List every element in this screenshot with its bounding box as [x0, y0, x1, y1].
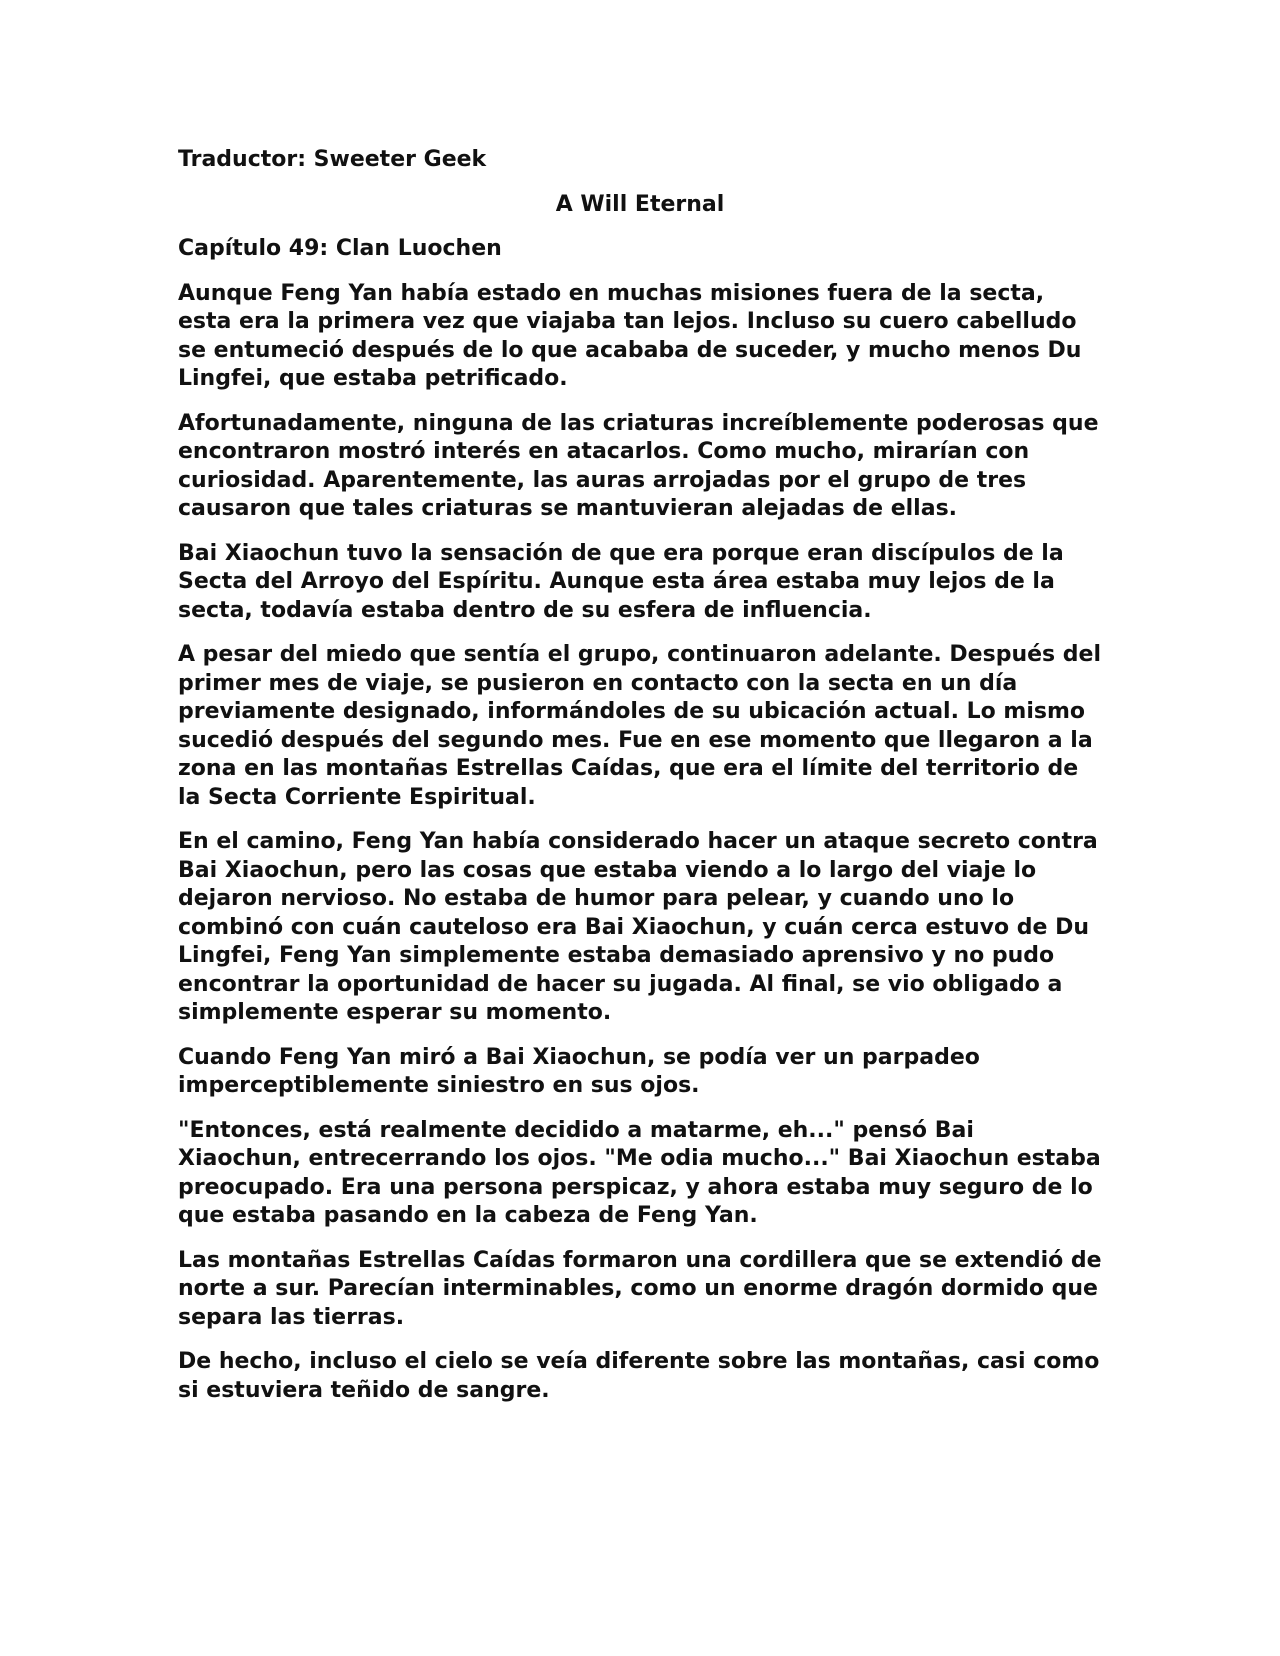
paragraph-1: Aunque Feng Yan había estado en muchas misiones fuera de la secta, esta era la primera vez que viajaba tan lejos. Incluso su cuero cabelludo se entumeció después de lo que acababa de suceder, y mucho menos Du Lingfei, que estaba petrificado. [178, 280, 1082, 391]
paragraph-5: En el camino, Feng Yan había considerado hacer un ataque secreto contra Bai Xiaochun, pero las cosas que estaba viendo a lo largo del viaje lo dejaron nervioso. No estaba de humor para pelear, y cuando uno lo combinó con cuán cauteloso era Bai Xiaochun, y cuán cerca estuvo de Du Lingfei, Feng Yan simplemente estaba demasiado aprensivo y no pudo encontrar la oportunidad de hacer su jugada. Al final, se vio obligado a simplemente esperar su momento. [178, 829, 1098, 1025]
paragraph-9: De hecho, incluso el cielo se veía diferente sobre las montañas, casi como si estuviera teñido de sangre. [178, 1349, 1100, 1403]
document-body [178, 146, 1102, 1421]
paragraph-4: A pesar del miedo que sentía el grupo, continuaron adelante. Después del primer mes de viaje, se pusieron en contacto con la secta en un día previamente designado, informándoles de su ubicación actual. Lo mismo sucedió después del segundo mes. Fue en ese momento que llegaron a la zona en las montañas Estrellas Caídas, que era el límite del territorio de la Secta Corriente Espiritual. [178, 642, 1101, 810]
paragraph-6: Cuando Feng Yan miró a Bai Xiaochun, se podía ver un parpadeo imperceptiblemente siniestro en sus ojos. [178, 1044, 980, 1098]
document-title: A Will Eternal [555, 191, 725, 217]
chapter-heading: Capítulo 49: Clan Luochen [178, 236, 502, 261]
translator-line: Traductor: Sweeter Geek [178, 147, 487, 172]
paragraph-2: Afortunadamente, ninguna de las criaturas increíblemente poderosas que encontraron mostró interés en atacarlos. Como mucho, mirarían con curiosidad. Aparentemente, las auras arrojadas por el grupo de tres causaron que tales criaturas se mantuvieran alejadas de ellas. [178, 410, 1099, 521]
paragraph-7: "Entonces, está realmente decidido a matarme, eh..." pensó Bai Xiaochun, entrecerrando los ojos. "Me odia mucho..." Bai Xiaochun estaba preocupado. Era una persona perspicaz, y ahora estaba muy seguro de lo que estaba pasando en la cabeza de Feng Yan. [178, 1117, 1101, 1228]
paragraph-8: Las montañas Estrellas Caídas formaron una cordillera que se extendió de norte a sur. Parecían interminables, como un enorme dragón dormido que separa las tierras. [178, 1247, 1102, 1330]
paragraph-3: Bai Xiaochun tuvo la sensación de que era porque eran discípulos de la Secta del Arroyo del Espíritu. Aunque esta área estaba muy lejos de la secta, todavía estaba dentro de su esfera de influencia. [178, 540, 1064, 623]
